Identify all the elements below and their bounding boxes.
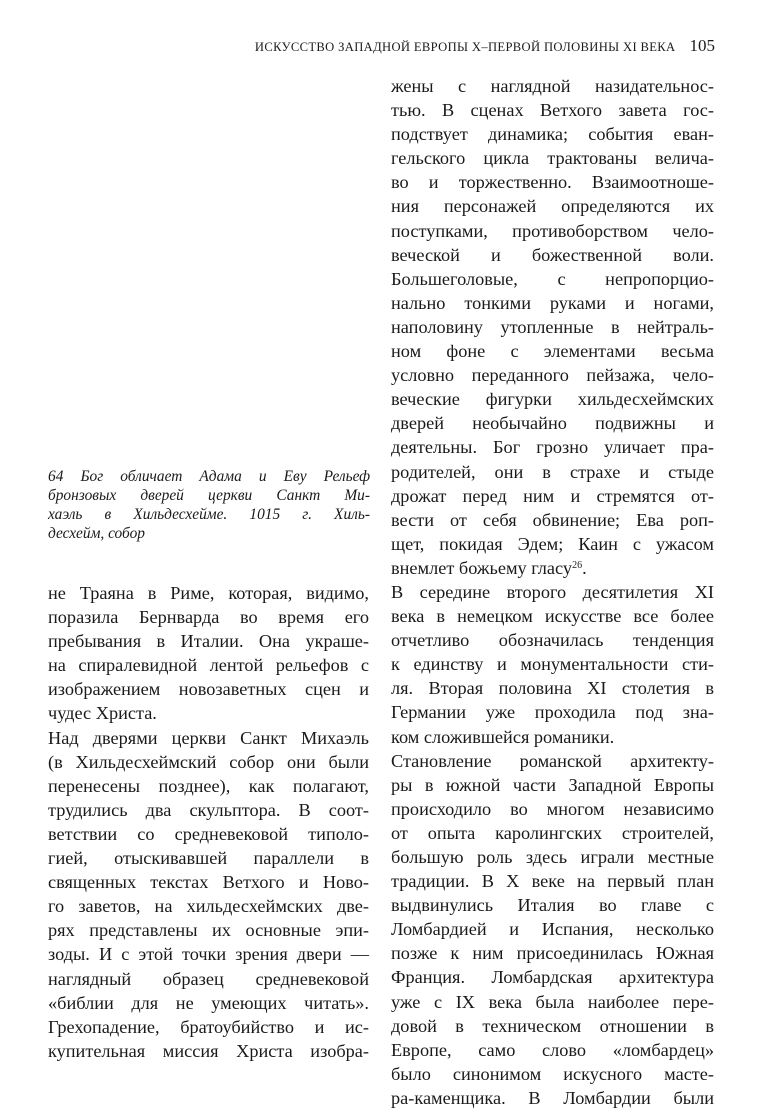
text-line: ветствии со средневековой типоло- [48, 823, 369, 844]
page-number: 105 [689, 36, 715, 55]
text-line: Германии уже проходила под зна- [391, 702, 714, 723]
text-line: ры в южной части Западной Европы [391, 774, 714, 795]
text-line: нально тонкими руками и ногами, [391, 292, 714, 313]
text-line: во и торжественно. Взаимоотноше- [391, 172, 714, 193]
text-line: Европе, само слово «ломбардец» [391, 1039, 714, 1060]
text-line: вести от себя обвинение; Ева роп- [391, 509, 714, 530]
text-line: происходило во многом независимо [391, 798, 714, 819]
figure-caption [48, 467, 370, 543]
text-line: веческой и божественной воли. [391, 244, 714, 265]
text-line: традиции. В X веке на первый план [391, 871, 714, 892]
text-line: к единству и монументальности сти- [391, 654, 714, 675]
text-line: щет, покидая Эдем; Каин с ужасом [391, 533, 714, 554]
text-line: зоды. И с этой точки зрения двери — [48, 944, 369, 965]
text-line: ния персонажей определяются их [391, 196, 714, 217]
left-column [48, 581, 369, 1063]
text-line: выдвинулись Италия во главе с [391, 895, 714, 916]
text-line: чудес Христа. [48, 703, 157, 724]
text-line: от опыта каролингских строителей, [391, 822, 714, 843]
text-line: тью. В сценах Ветхого завета гос- [391, 100, 714, 121]
text-line: дверей необычайно подвижны и [391, 413, 714, 434]
text-line: ком сложившейся романики. [391, 726, 615, 747]
text-line: ном фоне с элементами весьма [391, 341, 714, 362]
right-column [391, 74, 714, 1110]
text-line: 64 Бог обличает Адама и Еву Рельеф [48, 468, 370, 485]
text-line: (в Хильдесхеймский собор они были [48, 751, 369, 772]
text-line: перенесены позднее), как полагают, [48, 775, 369, 796]
text-line: поступками, противоборством чело- [391, 220, 714, 241]
text-line: Большеголовые, с непропорцио- [391, 268, 714, 289]
text-line: хаэль в Хильдесхейме. 1015 г. Хиль- [48, 506, 370, 523]
text-line: Франция. Ломбардская архитектура [391, 967, 714, 988]
text-line: ра-каменщика. В Ломбардии были [391, 1087, 714, 1108]
text-line: ля. Вторая половина XI столетия в [391, 678, 714, 699]
text-line: Над дверями церкви Санкт Михаэль [48, 727, 369, 748]
text-line: дрожат перед ним и стремятся от- [391, 485, 714, 506]
footnote-marker: 26 [572, 559, 583, 571]
text-line: было синонимом искусного масте- [391, 1063, 714, 1084]
text-line: родителей, они в страхе и стыде [391, 461, 714, 482]
text-line: наполовину утопленные в нейтраль- [391, 316, 714, 337]
text-line: трудились два скульптора. В соот- [48, 799, 369, 820]
text-line [391, 556, 714, 580]
line-text: . [582, 557, 587, 578]
text-line: на спиралевидной лентой рельефов с [48, 655, 369, 676]
text-line: подствует динамика; события еван- [391, 124, 714, 145]
text-line: деятельны. Бог грозно уличает пра- [391, 437, 714, 458]
text-line: отчетливо обозначилась тенденция [391, 630, 714, 651]
text-line: гией, отыскивавшей параллели в [48, 848, 369, 869]
text-line: священных текстах Ветхого и Ново- [48, 872, 369, 893]
text-line: Ломбардией и Испания, несколько [391, 919, 714, 940]
text-line: десхейм, собор [48, 525, 145, 542]
text-line: довой в техническом отношении в [391, 1015, 714, 1036]
text-line: рях представлены их основные эпи- [48, 920, 369, 941]
text-line: не Траяна в Риме, которая, видимо, [48, 583, 369, 603]
text-line: Грехопадение, братоубийство и ис- [48, 1016, 369, 1037]
text-line: пребывания в Италии. Она украше- [48, 631, 369, 652]
text-line: Становление романской архитекту- [391, 750, 714, 771]
line-text: внемлет божьему гласу [391, 557, 573, 578]
running-header [207, 36, 715, 58]
text-line: позже к ним присоединилась Южная [391, 943, 714, 964]
text-line: наглядный образец средневековой [48, 968, 369, 989]
text-line: В середине второго десятилетия XI [391, 581, 714, 602]
text-line: условно переданного пейзажа, чело- [391, 365, 714, 386]
text-line: веческие фигурки хильдесхеймских [391, 389, 714, 410]
text-line: изображением новозаветных сцен и [48, 679, 369, 700]
text-line: «библии для не умеющих читать». [48, 992, 369, 1013]
text-line: поразила Бернварда во время его [48, 607, 369, 628]
text-line: большую роль здесь играли местные [391, 847, 714, 867]
text-line: уже с IX века была наиболее пере- [391, 991, 714, 1012]
text-line: века в немецком искусстве все более [391, 606, 714, 627]
text-line: купительная миссия Христа изобра- [48, 1040, 369, 1061]
text-line: гельского цикла трактованы величa- [391, 148, 714, 169]
text-line: го заветов, на хильдесхеймских две- [48, 896, 369, 917]
text-line: жены с наглядной назидательнос- [391, 76, 714, 96]
header-title: ИСКУССТВО ЗАПАДНОЙ ЕВРОПЫ X–ПЕРВОЙ ПОЛОВИНЫ XI ВЕКА [254, 40, 676, 54]
text-line: бронзовых дверей церкви Санкт Ми- [48, 487, 370, 504]
